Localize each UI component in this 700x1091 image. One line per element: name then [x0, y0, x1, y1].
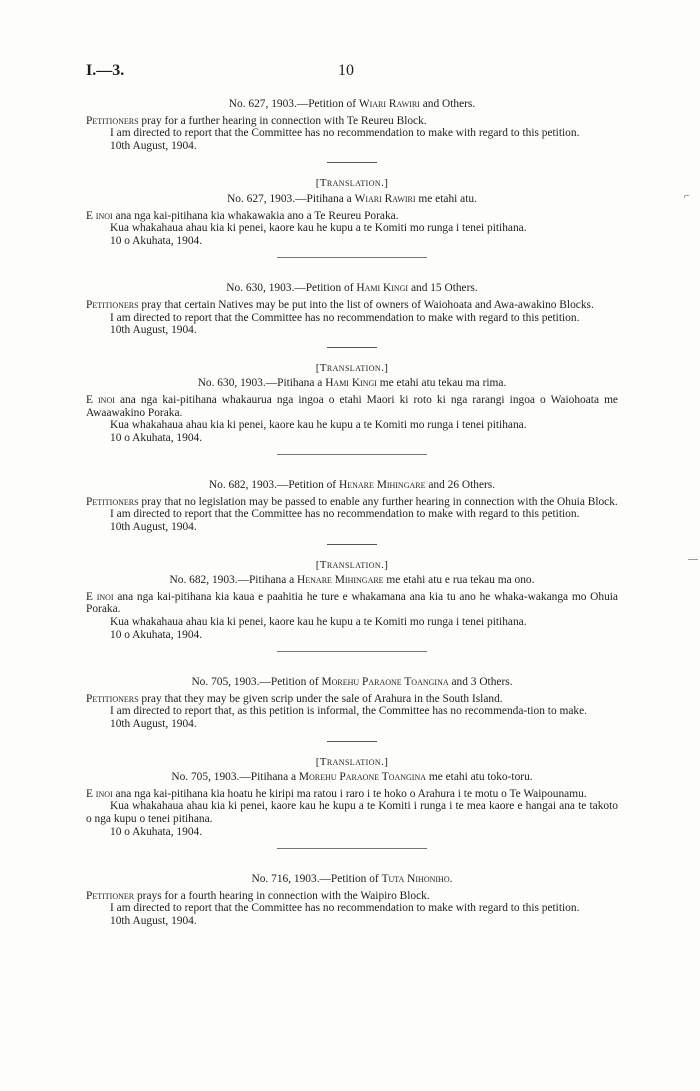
- translation-date: 10 o Akuhata, 1904.: [110, 825, 203, 838]
- divider: [327, 741, 377, 742]
- translation-report: Kua whakahaua ahau kia ki penei, kaore kau he kupu a te Komiti mo runga i tenei pitihana.: [110, 419, 527, 432]
- petitioner-name: Wiari Rawiri: [358, 98, 420, 110]
- document-reference: I.—3.: [86, 62, 125, 79]
- divider: [327, 162, 377, 163]
- section-divider: [277, 454, 427, 455]
- petition-english: [86, 282, 618, 336]
- translation-prayer: E inoi ana nga kai-pitihana whakaurua nga ingoa o etahi Maori ki roto ki nga rarangi ingoa o Waiohoata me Awaawakino Poraka.: [86, 393, 618, 419]
- petition-english: [86, 873, 618, 927]
- committee-report: I am directed to report that the Committee has no recommendation to make with regard to this petition.: [110, 311, 580, 324]
- petition-heading: No. 630, 1903.—Petition of Hami Kingi and 15 Others.: [226, 282, 478, 295]
- petition-english: [86, 98, 618, 152]
- report-date: 10th August, 1904.: [110, 914, 197, 927]
- translation-date: 10 o Akuhata, 1904.: [110, 628, 203, 641]
- translation-label: [Translation.]: [315, 361, 389, 374]
- petitions-content: [86, 98, 618, 928]
- petitioner-name: Wiari Rawiri: [354, 192, 416, 205]
- petition-translation: [86, 362, 618, 445]
- translation-report: Kua whakahaua ahau kia ki penei, kaore kau he kupu a te Komiti mo runga i tenei pitihana.: [110, 616, 527, 629]
- petitioner-name: Morehu Paraone Toangina: [298, 771, 427, 784]
- committee-report: I am directed to report that the Committee has no recommendation to make with regard to this petition.: [110, 902, 580, 915]
- translation-label: [Translation.]: [315, 558, 389, 571]
- section-divider: [277, 257, 427, 258]
- translation-report: Kua whakahaua ahau kia ki penei, kaore kau he kupu a te Komiti mo runga i tenei pitihana.: [110, 222, 527, 235]
- translation-report: Kua whakahaua ahau kia ki penei, kaore kau he kupu a te Komiti i runga i te mea kaore e hangai ana te takoto o nga kupu o tenei pitihana.: [86, 800, 618, 825]
- petition-prayer: Petitioners pray for a further hearing in connection with Te Reureu Block.: [86, 114, 427, 127]
- petition-translation: [86, 559, 618, 642]
- petition-english: [86, 676, 618, 730]
- committee-report: I am directed to report that the Committee has no recommendation to make with regard to this petition.: [110, 508, 580, 521]
- translation-heading: No. 705, 1903.—Pitihana a Morehu Paraone Toangina me etahi atu toko-toru.: [171, 771, 533, 784]
- committee-report: I am directed to report that, as this petition is informal, the Committee has no recommenda-tion to make.: [110, 705, 588, 718]
- petitioner-name: Hami Kingi: [356, 282, 409, 295]
- report-date: 10th August, 1904.: [110, 521, 197, 534]
- translation-prayer: E inoi ana nga kai-pitihana kia whakawakia ano a Te Reureu Poraka.: [86, 209, 399, 222]
- divider: [327, 347, 377, 348]
- section-divider: [277, 848, 427, 849]
- section-divider: [277, 651, 427, 652]
- translation-heading: No. 627, 1903.—Pitihana a Wiari Rawiri me etahi atu.: [227, 192, 477, 205]
- petition-translation: [86, 756, 618, 839]
- margin-mark: —: [688, 554, 698, 565]
- report-date: 10th August, 1904.: [110, 139, 197, 152]
- petition-prayer: Petitioners pray that certain Natives may be put into the list of owners of Waiohoata and Awa-awakino Blocks.: [86, 298, 594, 311]
- translation-heading: No. 630, 1903.—Pitihana a Hami Kingi me etahi atu tekau ma rima.: [197, 377, 507, 390]
- petition-translation: [86, 177, 618, 247]
- translation-prayer: E inoi ana nga kai-pitihana kia kaua e paahitia he ture e whakamana ana kia tu ano he whaka-wakanga mo Ohuia Poraka.: [86, 590, 618, 616]
- translation-heading: No. 682, 1903.—Pitihana a Henare Mihingare me etahi atu e rua tekau ma ono.: [169, 574, 535, 587]
- translation-prayer: E inoi ana nga kai-pitihana kia hoatu he kiripi ma ratou i raro i te hoko o Arahura i te motu o Te Waipounamu.: [86, 787, 587, 800]
- petition-heading: No. 705, 1903.—Petition of Morehu Paraone Toangina and 3 Others.: [191, 676, 513, 689]
- translation-label: [Translation.]: [315, 177, 389, 190]
- committee-report: I am directed to report that the Committee has no recommendation to make with regard to this petition.: [110, 127, 580, 140]
- petitioner-name: Tuta Nihoniho: [381, 873, 450, 886]
- petition-heading: No. 627, 1903.—Petition of Wiari Rawiri and Others.: [228, 98, 476, 110]
- petitioner-name: Morehu Paraone Toangina: [321, 676, 449, 689]
- petition-heading: No. 682, 1903.—Petition of Henare Mihingare and 26 Others.: [208, 479, 496, 492]
- report-date: 10th August, 1904.: [110, 718, 197, 730]
- page-number: 10: [338, 62, 354, 79]
- petition-prayer: Petitioner prays for a fourth hearing in connection with the Waipiro Block.: [86, 889, 430, 902]
- translation-date: 10 o Akuhata, 1904.: [110, 431, 203, 444]
- petitioner-name: Henare Mihingare: [338, 479, 426, 492]
- petitioner-name: Hami Kingi: [325, 377, 377, 390]
- translation-label: [Translation.]: [315, 755, 389, 768]
- petition-heading: No. 716, 1903.—Petition of Tuta Nihoniho.: [251, 873, 453, 886]
- petitioner-name: Henare Mihingare: [297, 574, 384, 587]
- petition-prayer: Petitioners pray that they may be given scrip under the sale of Arahura in the South Island.: [86, 692, 503, 705]
- petition-prayer: Petitioners pray that no legislation may be passed to enable any further hearing in connection with the Ohuia Block.: [86, 495, 618, 508]
- translation-date: 10 o Akuhata, 1904.: [110, 234, 203, 247]
- margin-mark: ⌐: [684, 191, 690, 202]
- petition-english: [86, 479, 618, 533]
- divider: [327, 544, 377, 545]
- report-date: 10th August, 1904.: [110, 324, 197, 337]
